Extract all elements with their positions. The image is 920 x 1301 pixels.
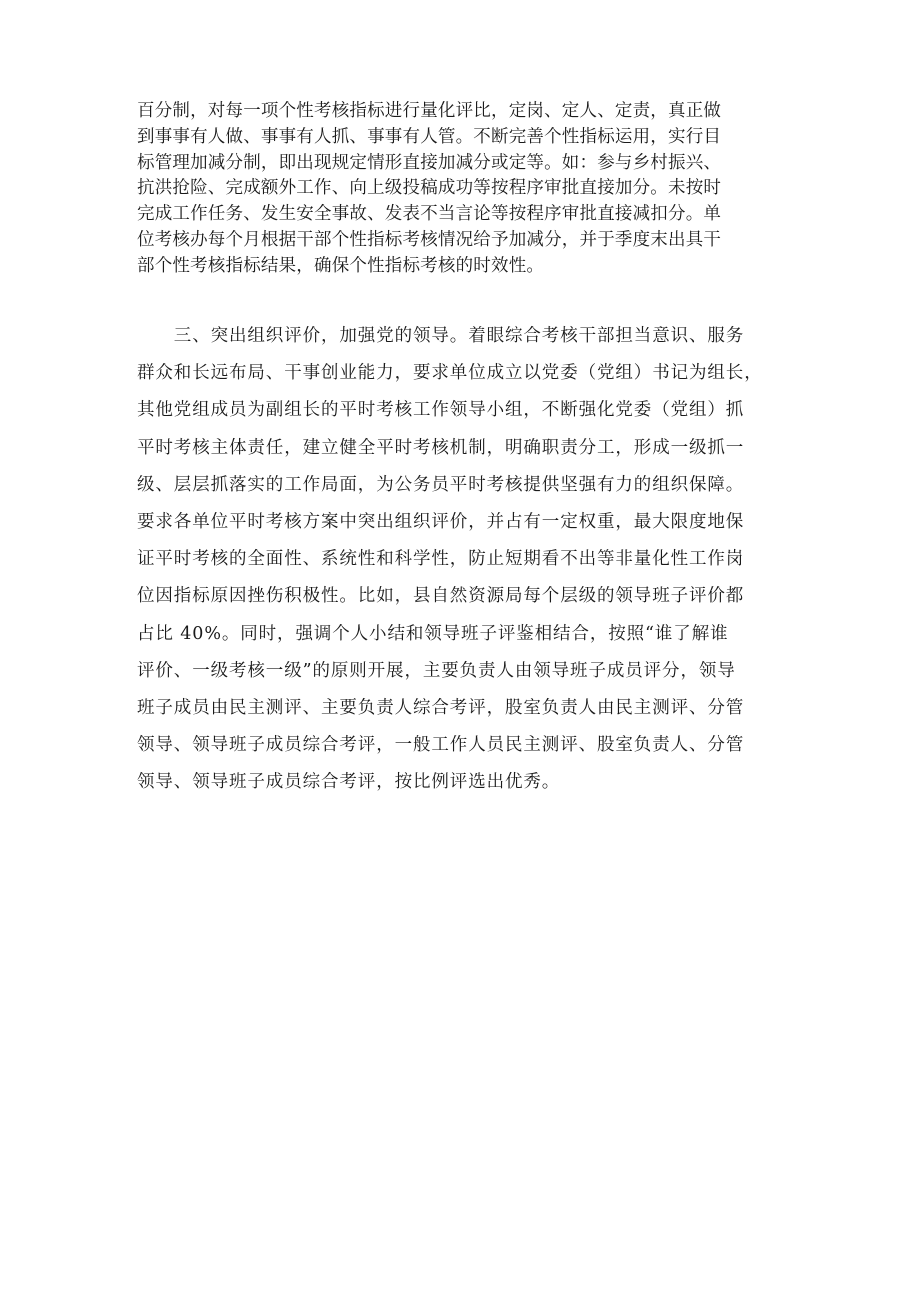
section-heading-line: 三、突出组织评价，加强党的领导。着眼综合考核干部担当意识、服务 bbox=[137, 326, 745, 346]
text-line: 标管理加减分制，即出现规定情形直接加减分或定等。如：参与乡村振兴、 bbox=[137, 152, 722, 173]
text-line: 占比 40%。同时，强调个人小结和领导班子评鉴相结合，按照“谁了解谁 bbox=[137, 623, 729, 644]
text-line: 位考核办每个月根据干部个性指标考核情况给予加减分，并于季度末出具干 bbox=[137, 229, 722, 250]
paragraph-individual-indicators bbox=[137, 99, 793, 280]
text-line: 部个性考核指标结果，确保个性指标考核的时效性。 bbox=[137, 255, 545, 276]
text-line: 评价、一级考核一级”的原则开展，主要负责人由领导班子成员评分，领导 bbox=[137, 660, 736, 681]
text-line: 位因指标原因挫伤积极性。比如，县自然资源局每个层级的领导班子评价都 bbox=[137, 586, 745, 607]
text-line: 抗洪抢险、完成额外工作、向上级投稿成功等按程序审批直接加分。未按时 bbox=[137, 178, 722, 199]
text-line: 百分制，对每一项个性考核指标进行量化评比，定岗、定人、定责，真正做 bbox=[137, 101, 722, 121]
text-line: 级、层层抓落实的工作局面，为公务员平时考核提供坚强有力的组织保障。 bbox=[137, 474, 745, 495]
text-line: 到事事有人做、事事有人抓、事事有人管。不断完善个性指标运用，实行目 bbox=[137, 126, 722, 147]
text-line: 群众和长远布局、干事创业能力，要求单位成立以党委（党组）书记为组长， bbox=[137, 363, 763, 384]
text-line: 领导、领导班子成员综合考评，按比例评选出优秀。 bbox=[137, 772, 561, 793]
text-line: 其他党组成员为副组长的平时考核工作领导小组，不断强化党委（党组）抓 bbox=[137, 400, 745, 421]
text-line: 完成工作任务、发生安全事故、发表不当言论等按程序审批直接减扣分。单 bbox=[137, 204, 722, 225]
text-line: 要求各单位平时考核方案中突出组织评价，并占有一定权重，最大限度地保 bbox=[137, 511, 745, 532]
text-line: 平时考核主体责任，建立健全平时考核机制，明确职责分工，形成一级抓一 bbox=[137, 437, 745, 458]
text-line: 证平时考核的全面性、系统性和科学性，防止短期看不出等非量化性工作岗 bbox=[137, 549, 745, 570]
text-line: 领导、领导班子成员综合考评，一般工作人员民主测评、股室负责人、分管 bbox=[137, 735, 745, 756]
text-line: 班子成员由民主测评、主要负责人综合考评，股室负责人由民主测评、分管 bbox=[137, 697, 745, 718]
paragraph-organizational-evaluation bbox=[137, 318, 793, 801]
